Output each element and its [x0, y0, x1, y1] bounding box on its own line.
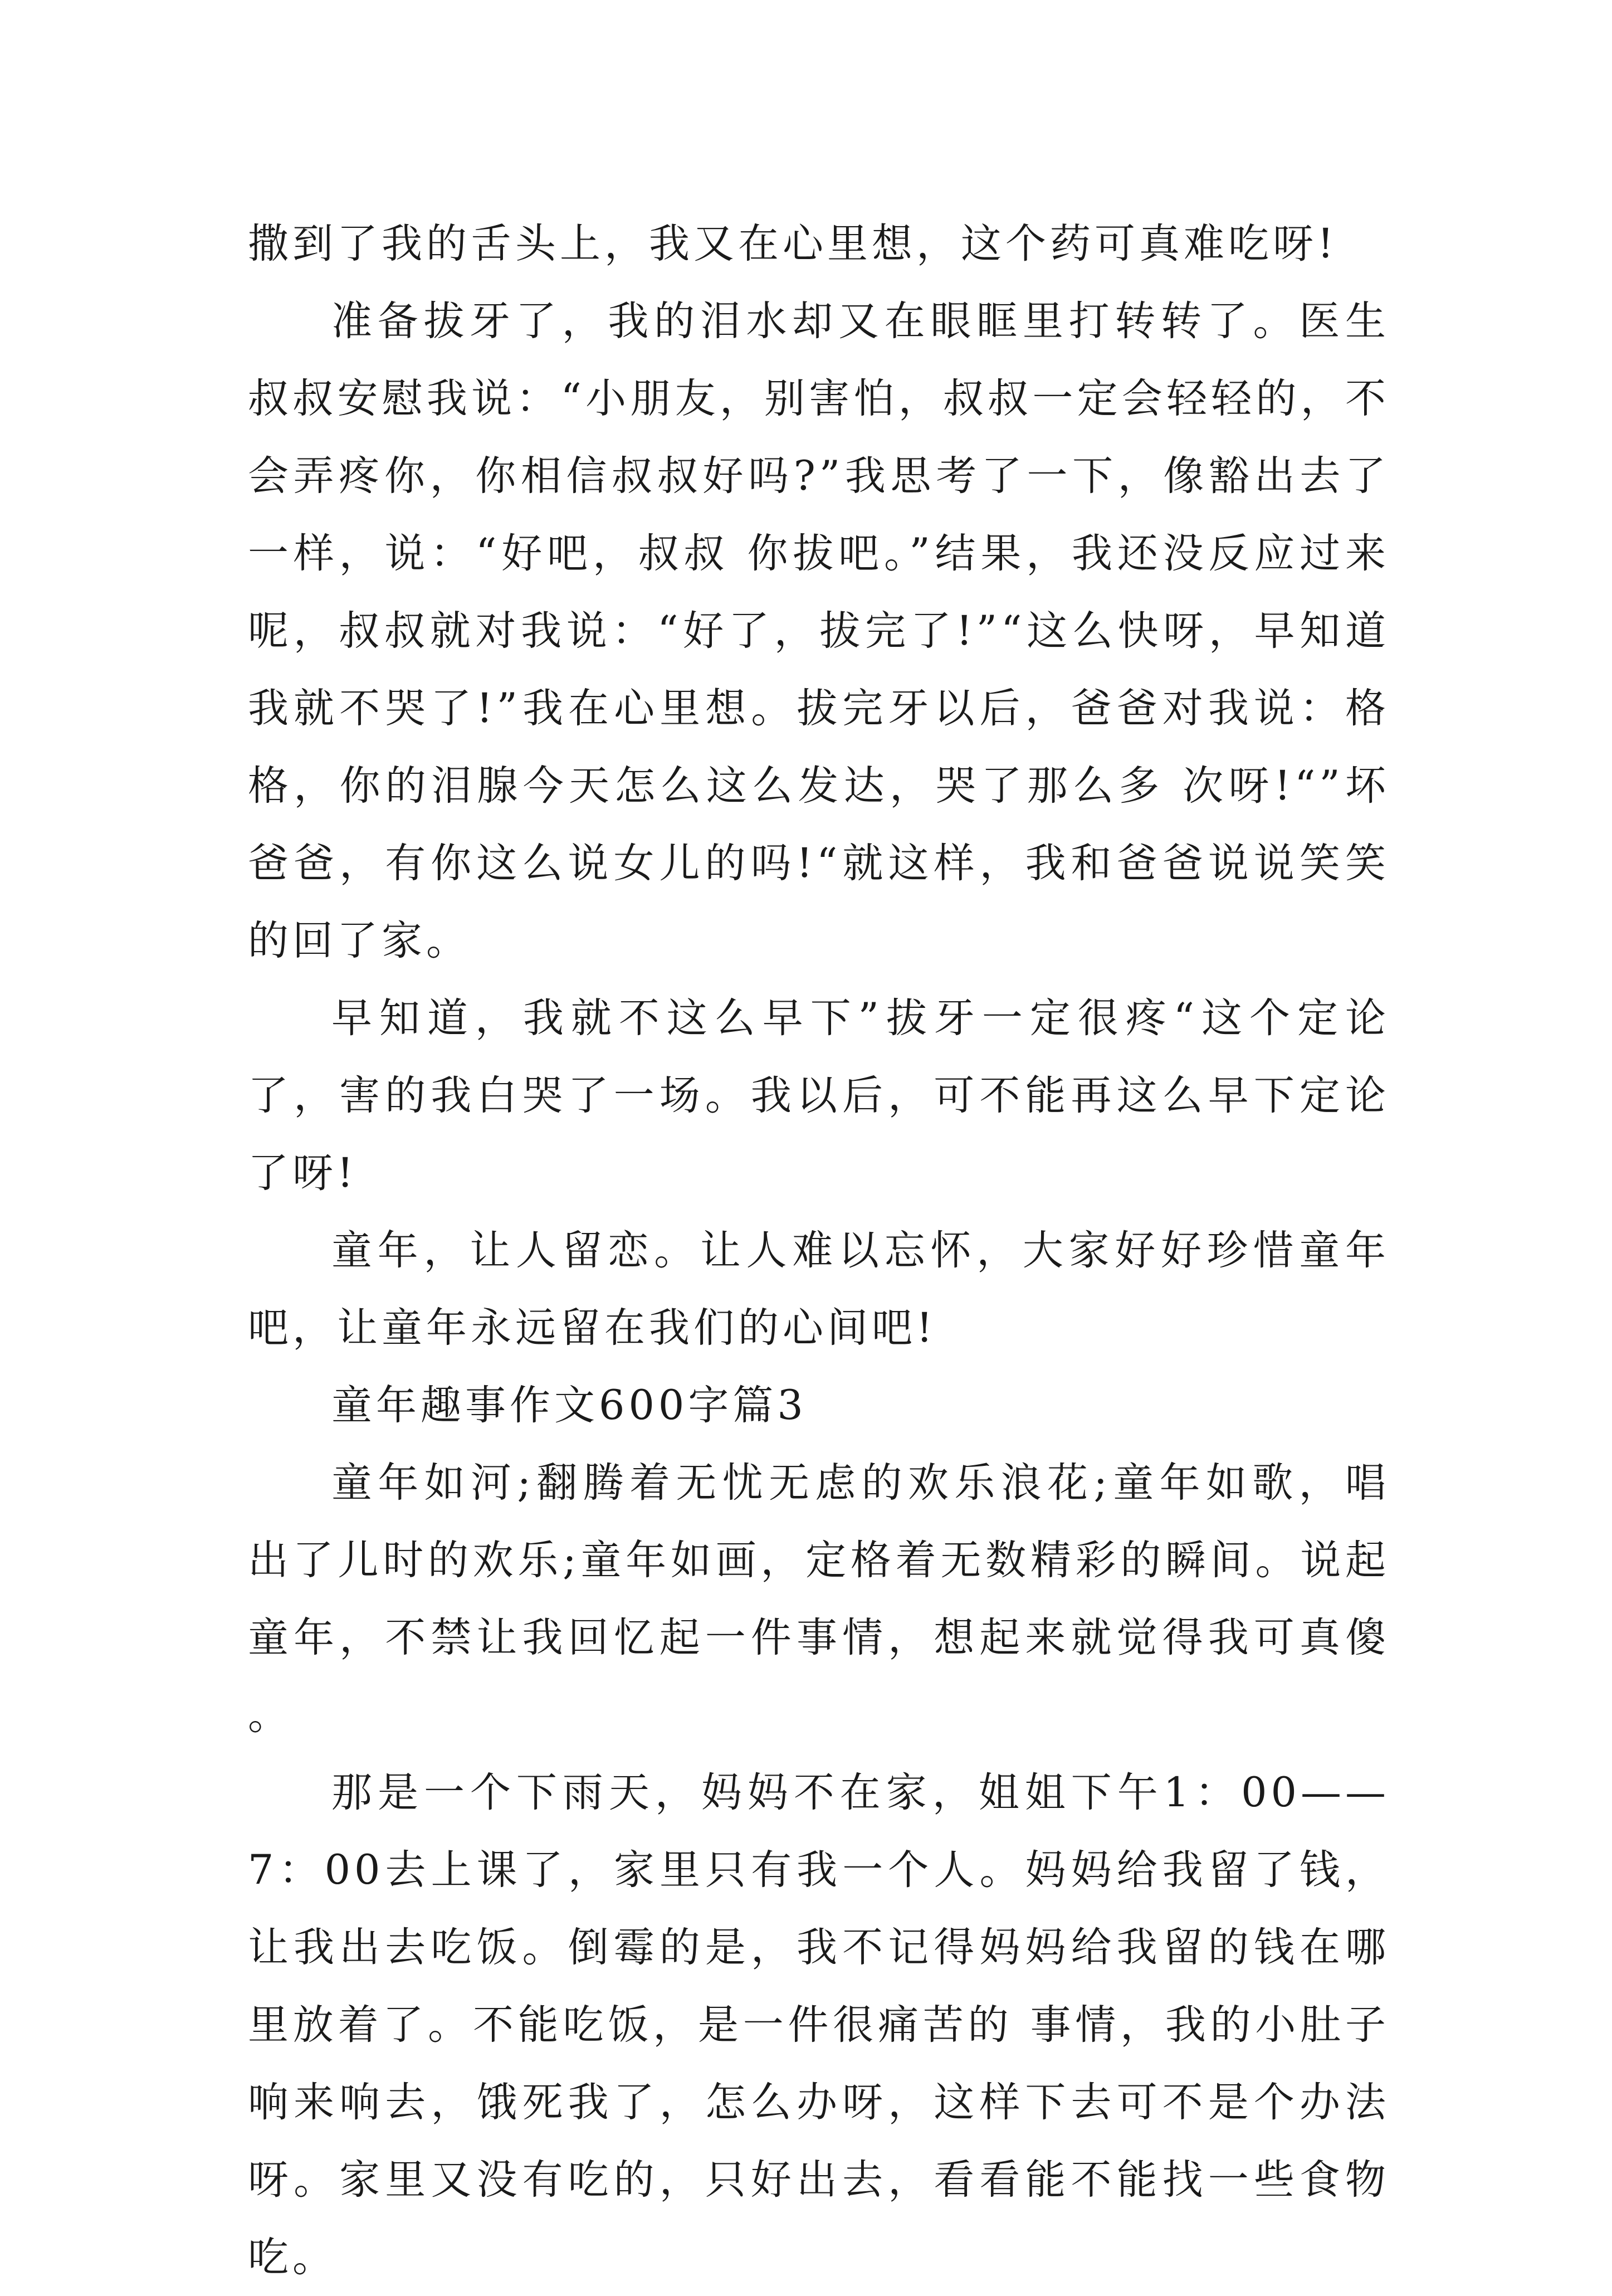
paragraph-conclusion-lesson: 早知道，我就不这么早下”拔牙一定很疼“这个定论了，害的我白哭了一场。我以后，可不能再这么早下定论了呀!: [248, 995, 1390, 1197]
paragraph-childhood-river: 童年如河;翻腾着无忧无虑的欢乐浪花;童年如歌，唱出了儿时的欢乐;童年如画，定格着无数精彩的瞬间。说起童年，不禁让我回忆起一件事情，想起来就觉得我可真傻 。: [248, 1459, 1407, 1739]
paragraph-continuation: 撒到了我的舌头上，我又在心里想，这个药可真难吃呀!: [248, 220, 1338, 267]
document-body: [248, 205, 1407, 2296]
section-heading: 童年趣事作文600字篇3: [331, 1382, 807, 1429]
paragraph-childhood-cherish: 童年，让人留恋。让人难以忘怀，大家好好珍惜童年吧，让童年永远留在我们的心间吧!: [248, 1227, 1390, 1352]
paragraph-rainy-day: 那是一个下雨天，妈妈不在家，姐姐下午1：00——7：00去上课了，家里只有我一个人。妈妈给我留了钱，让我出去吃饭。倒霉的是，我不记得妈妈给我留的钱在哪里放着了。不能吃饭，是一件很痛苦的 事情，我的小肚子响来响去，饿死我了，怎么办呀，这样下去可不是个办法呀。家里又没有吃的，只好出去，看看能不能找一些食物吃。: [248, 1769, 1390, 2281]
paragraph-tooth-extraction: 准备拔牙了，我的泪水却又在眼眶里打转转了。医生叔叔安慰我说：“小朋友，别害怕，叔叔一定会轻轻的，不会弄疼你，你相信叔叔好吗?”我思考了一下，像豁出去了一样，说：“好吧，叔叔 你拔吧。”结果，我还没反应过来呢，叔叔就对我说：“好了，拔完了!”“这么快呀，早知道我就不哭了!”我在心里想。拔完牙以后，爸爸对我说：格格，你的泪腺今天怎么这么发达，哭了那么多 次呀!“”坏爸爸，有你这么说女儿的吗!“就这样，我和爸爸说说笑笑的回了家。: [248, 298, 1390, 964]
